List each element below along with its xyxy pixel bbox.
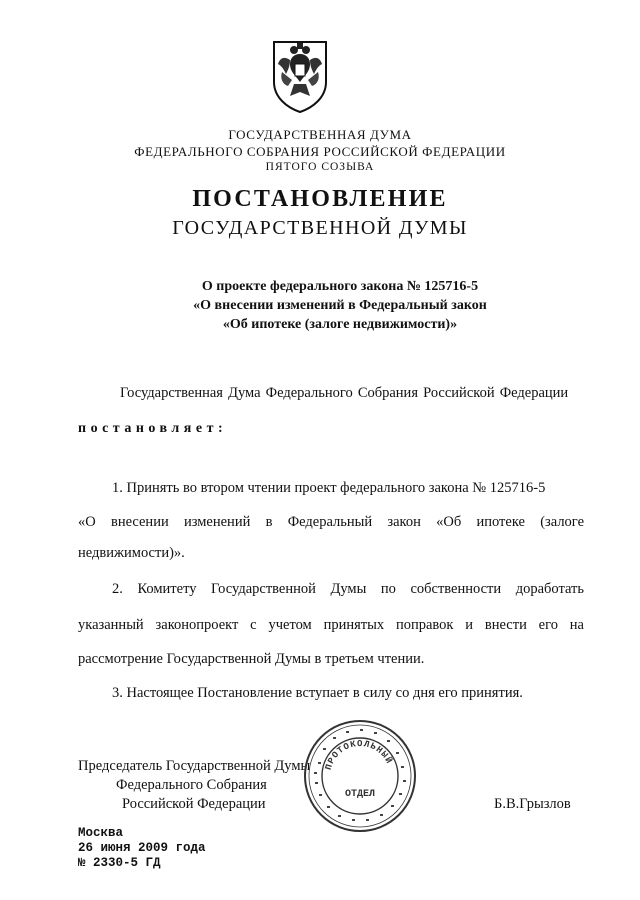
subject-line-3: «Об ипотеке (залоге недвижимости)» [222,317,458,332]
paragraph-1-line-3: недвижимости)». [78,545,185,561]
signature-title-line-2: Федерального Собрания [116,777,267,793]
coat-of-arms-emblem [268,38,332,114]
footer-date: 26 июня 2009 года [78,841,206,855]
signature-title-line-1: Председатель Государственной Думы [78,758,311,774]
intro-text: Государственная Дума Федерального Собрания Российской Федерации [120,385,569,401]
paragraph-3: 3. Настоящее Постановление вступает в силу со дня его принятия. [112,685,523,701]
document-title: ПОСТАНОВЛЕНИЕ [192,186,448,212]
footer-number: № 2330-5 ГД [78,856,161,870]
signature-title-line-3: Российской Федерации [122,796,266,812]
subject-line-1: О проекте федерального закона № 125716-5 [201,279,479,294]
header-line-1: ГОСУДАРСТВЕННАЯ ДУМА [228,127,412,142]
stamp-center-text: ОТДЕЛ [344,789,376,800]
footer-city: Москва [78,826,124,840]
paragraph-2-line-3: рассмотрение Государственной Думы в третьем чтении. [78,651,425,667]
header-line-2: ФЕДЕРАЛЬНОГО СОБРАНИЯ РОССИЙСКОЙ ФЕДЕРАЦИИ [134,144,506,159]
paragraph-2-line-2: указанный законопроект с учетом принятых поправок и внести его на [78,617,584,633]
resolves-word: постановляет: [78,421,228,436]
paragraph-1-line-1: 1. Принять во втором чтении проект федерального закона № 125716-5 [112,480,546,496]
signer-name: Б.В.Грызлов [494,796,571,812]
subject-line-2: «О внесении изменений в Федеральный закон [193,298,487,313]
paragraph-2-line-1: 2. Комитету Государственной Думы по собственности доработать [112,581,584,597]
svg-text:ПРОТОКОЛЬНЫЙ [324,739,395,771]
stamp-ring-text: ПРОТОКОЛЬНЫЙ [323,738,395,772]
header-line-3: ПЯТОГО СОЗЫВА [265,161,375,173]
document-subtitle: ГОСУДАРСТВЕННОЙ ДУМЫ [172,217,468,239]
official-stamp [302,718,418,834]
paragraph-1-line-2: «О внесении изменений в Федеральный закон «Об ипотеке (залоге [78,514,584,530]
